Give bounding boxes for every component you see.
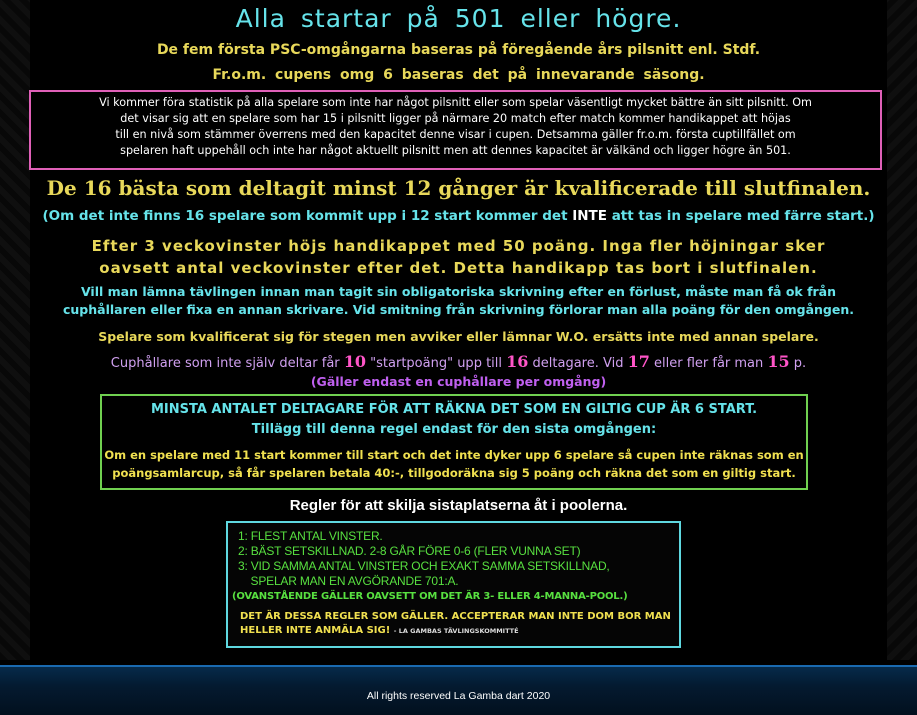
handicap-rule-line1: Efter 3 veckovinster höjs handikappet med 50 poäng. Inga fler höjningar sker — [91, 237, 826, 255]
final-note-before: (Om det inte finns 16 spelare som kommit upp i 12 start kommer det — [42, 208, 573, 224]
min-participants-line1: Om en spelare med 11 start kommer till start och det inte dyker upp 6 spelare så cupen inte räknas som en — [104, 448, 804, 462]
cup-holder-number: 15 — [767, 352, 790, 371]
statistics-line: spelaren haft uppehåll och inte har något aktuellt pilsnitt men att dennes kapacitet är välkänd och ligger högre än 501. — [120, 144, 791, 157]
pool-rules-box — [226, 521, 681, 648]
pool-rules-notice-text: HELLER INTE ANMÄLA SIG! — [240, 625, 394, 636]
cup-holder-number: 10 — [343, 352, 367, 371]
pool-rule-note: (OVANSTÅENDE GÄLLER OAVSETT OM DET ÄR 3- ELLER 4-MANNA-POOL.) — [232, 591, 628, 602]
cup-holder-rule — [0, 352, 917, 371]
replacement-rule: Spelare som kvalificerat sig för stegen men avviker eller lämnar W.O. ersätts inte med annan spelare. — [98, 329, 819, 344]
pool-rule-item: SPELAR MAN EN AVGÖRANDE 701:A. — [238, 574, 459, 588]
pool-rules-notice-line1: DET ÄR DESSA REGLER SOM GÄLLER. ACCEPTERAR MAN INTE DOM BOR MAN — [240, 611, 671, 622]
cup-holder-text: deltagare. Vid — [528, 356, 628, 371]
final-qualification-rule: De 16 bästa som deltagit minst 12 gånger är kvalificerade till slutfinalen. — [46, 176, 871, 200]
pool-rule-item: 2: BÄST SETSKILLNAD. 2-8 GÅR FÖRE 0-6 (FLER VUNNA SET) — [238, 544, 581, 558]
psc-note-line2: Fr.o.m. cupens omg 6 baseras det på innevarande säsong. — [212, 67, 705, 83]
min-participants-box — [100, 394, 808, 490]
min-participants-subheading: Tillägg till denna regel endast för den sista omgången: — [251, 422, 657, 437]
statistics-line: Vi kommer föra statistik på alla spelare som inte har något pilsnitt eller som spelar väsentligt mycket bättre än sitt pilsnitt. Om — [99, 96, 812, 109]
leave-rule-line1: Vill man lämna tävlingen innan man tagit sin obligatoriska skrivning efter en förlust, måste man få ok från — [80, 284, 837, 299]
committee-signature: - LA GAMBAS TÄVLINGSKOMMITTÉ — [393, 627, 519, 635]
psc-note-line1: De fem första PSC-omgångarna baseras på föregående års pilsnitt enl. Stdf. — [156, 42, 761, 58]
pool-rules-title: Regler för att skilja sistaplatserna åt i poolerna. — [289, 497, 628, 514]
statistics-box — [29, 90, 882, 170]
min-participants-line2: poängsamlarcup, så får spelaren betala 40:-, tillgodoräkna sig 5 poäng och räkna det som en giltig start. — [112, 466, 796, 480]
cup-holder-text: "startpoäng" upp till — [366, 356, 507, 371]
handicap-rule-line2: oavsett antal veckovinster efter det. Detta handikapp tas bort i slutfinalen. — [99, 259, 818, 277]
cup-holder-text: eller fler får man — [649, 356, 768, 371]
min-participants-heading: MINSTA ANTALET DELTAGARE FÖR ATT RÄKNA DET SOM EN GILTIG CUP ÄR 6 START. — [150, 402, 758, 417]
footer — [0, 665, 917, 715]
statistics-line: till en nivå som stämmer överrens med den kapacitet denne visar i cupen. Detsamma gäller fr.o.m. första cuptillfället om — [115, 128, 796, 141]
cup-holder-text: Cuphållare som inte själv deltar får — [110, 356, 344, 371]
cup-holder-number: 16 — [506, 352, 529, 371]
cup-holder-number: 17 — [627, 352, 650, 371]
statistics-line: det visar sig att en spelare som har 15 i pilsnitt ligger på närmare 20 match efter match kommer handikappet att höjas — [120, 112, 791, 125]
footer-copyright: All rights reserved La Gamba dart 2020 — [366, 690, 551, 702]
final-note-emphasis: INTE — [572, 208, 607, 224]
final-note-after: att tas in spelare med färre start.) — [607, 208, 875, 224]
cup-holder-text: p. — [789, 356, 807, 371]
page-title: Alla startar på 501 eller högre. — [235, 4, 682, 33]
pool-rules-notice-line2 — [240, 625, 519, 636]
pool-rule-item: 3: VID SAMMA ANTAL VINSTER OCH EXAKT SAMMA SETSKILLNAD, — [238, 559, 610, 573]
min-participants-body — [102, 446, 806, 482]
leave-rule-line2: cuphållaren eller fixa en annan skrivare. Vid smitning från skrivning förlorar man alla poäng för den omgången. — [62, 302, 855, 317]
pool-rule-item: 1: FLEST ANTAL VINSTER. — [238, 529, 383, 543]
cup-holder-note: (Gäller endast en cuphållare per omgång) — [310, 374, 607, 389]
final-qualification-note — [0, 208, 917, 224]
